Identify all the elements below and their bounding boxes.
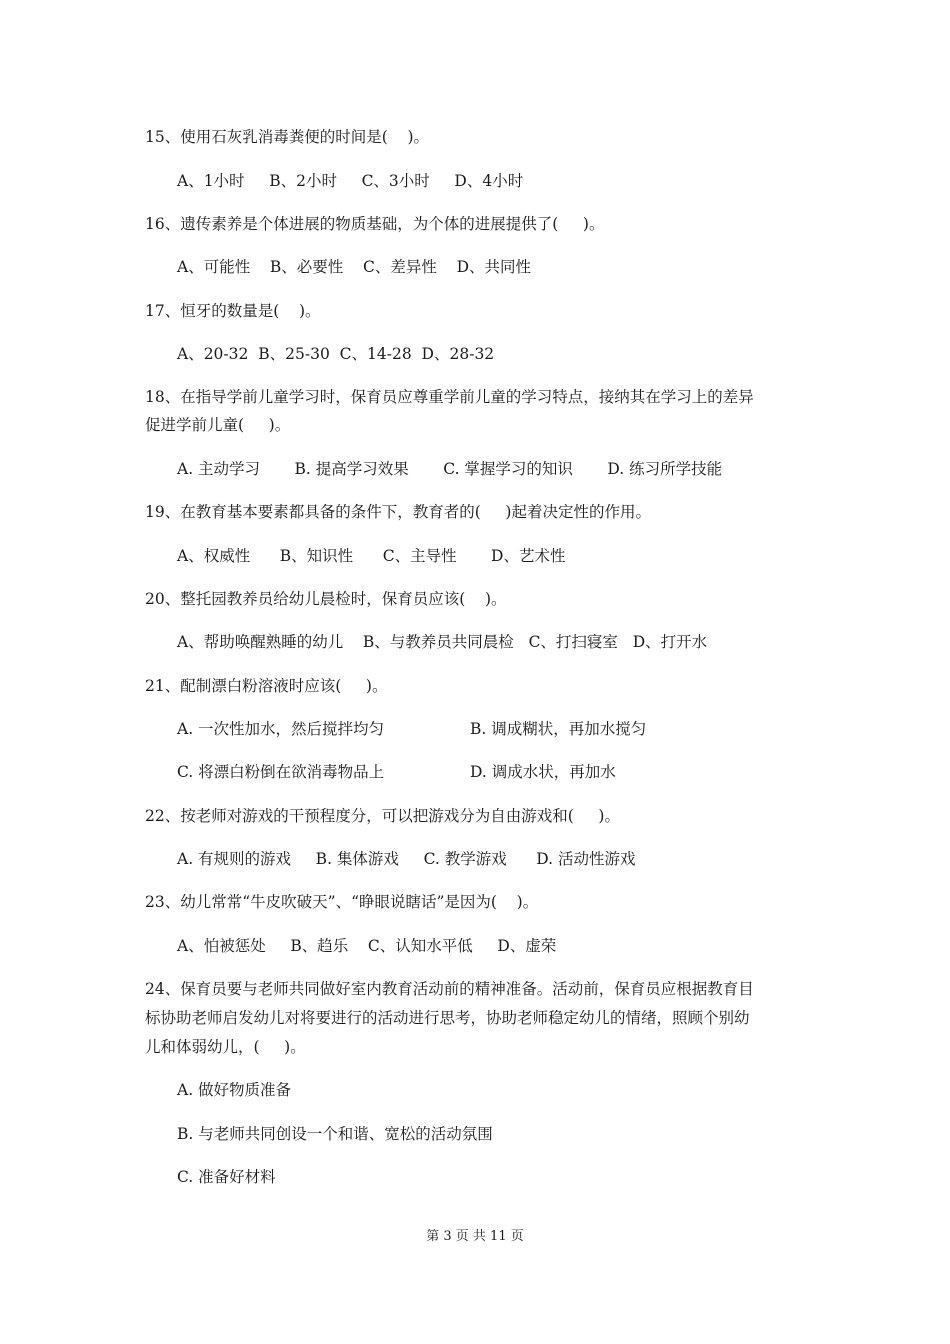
question-18-options: A. 主动学习 B. 提高学习效果 C. 掌握学习的知识 D. 练习所学技能	[177, 460, 723, 478]
question-21-option-c: C. 将漂白粉倒在欲消毒物品上	[177, 763, 385, 781]
question-20-options: A、帮助唤醒熟睡的幼儿 B、与教养员共同晨检 C、打扫寝室 D、打开水	[177, 633, 708, 651]
question-21-option-b: B. 调成糊状，再加水搅匀	[470, 720, 647, 738]
question-21-option-d: D. 调成水状，再加水	[470, 763, 616, 781]
question-21-option-a: A. 一次性加水，然后搅拌均匀	[177, 720, 385, 738]
question-24-option-c: C. 准备好材料	[177, 1168, 276, 1186]
question-24-option-a: A. 做好物质准备	[177, 1081, 292, 1099]
question-17-options: A、20-32 B、25-30 C、14-28 D、28-32	[177, 345, 495, 363]
question-15-stem: 15、使用石灰乳消毒粪便的时间是( )。	[145, 128, 430, 146]
question-20-stem: 20、整托园教养员给幼儿晨检时，保育员应该( )。	[145, 590, 507, 608]
question-19-options: A、权威性 B、知识性 C、主导性 D、艺术性	[177, 547, 566, 565]
question-16-stem: 16、遗传素养是个体进展的物质基础，为个体的进展提供了( )。	[145, 215, 605, 233]
question-21-stem: 21、配制漂白粉溶液时应该( )。	[145, 677, 388, 695]
question-24-stem-line-1: 24、保育员要与老师共同做好室内教育活动前的精神准备。活动前，保育员应根据教育目	[145, 980, 754, 998]
question-24-stem-line-3: 儿和体弱幼儿，( )。	[145, 1038, 306, 1056]
question-18-stem-line-2: 促进学前儿童( )。	[145, 416, 291, 434]
question-15-options: A、1小时 B、2小时 C、3小时 D、4小时	[177, 172, 524, 190]
question-23-stem: 23、幼儿常常“牛皮吹破天”、“睁眼说瞎话”是因为( )。	[145, 893, 539, 911]
question-23-options: A、怕被惩处 B、趋乐 C、认知水平低 D、虚荣	[177, 937, 557, 955]
question-16-options: A、可能性 B、必要性 C、差异性 D、共同性	[177, 258, 531, 276]
page-number-footer: 第 3 页 共 11 页	[426, 1229, 524, 1244]
question-24-option-b: B. 与老师共同创设一个和谐、宽松的活动氛围	[177, 1125, 493, 1143]
question-22-stem: 22、按老师对游戏的干预程度分，可以把游戏分为自由游戏和( )。	[145, 807, 620, 825]
question-24-stem-line-2: 标协助老师启发幼儿对将要进行的活动进行思考，协助老师稳定幼儿的情绪，照顾个别幼	[145, 1009, 750, 1027]
question-17-stem: 17、恒牙的数量是( )。	[145, 302, 321, 320]
question-22-options: A. 有规则的游戏 B. 集体游戏 C. 教学游戏 D. 活动性游戏	[177, 850, 636, 868]
question-19-stem: 19、在教育基本要素都具备的条件下，教育者的( )起着决定性的作用。	[145, 503, 651, 521]
question-18-stem-line-1: 18、在指导学前儿童学习时，保育员应尊重学前儿童的学习特点，接纳其在学习上的差异	[145, 388, 754, 406]
